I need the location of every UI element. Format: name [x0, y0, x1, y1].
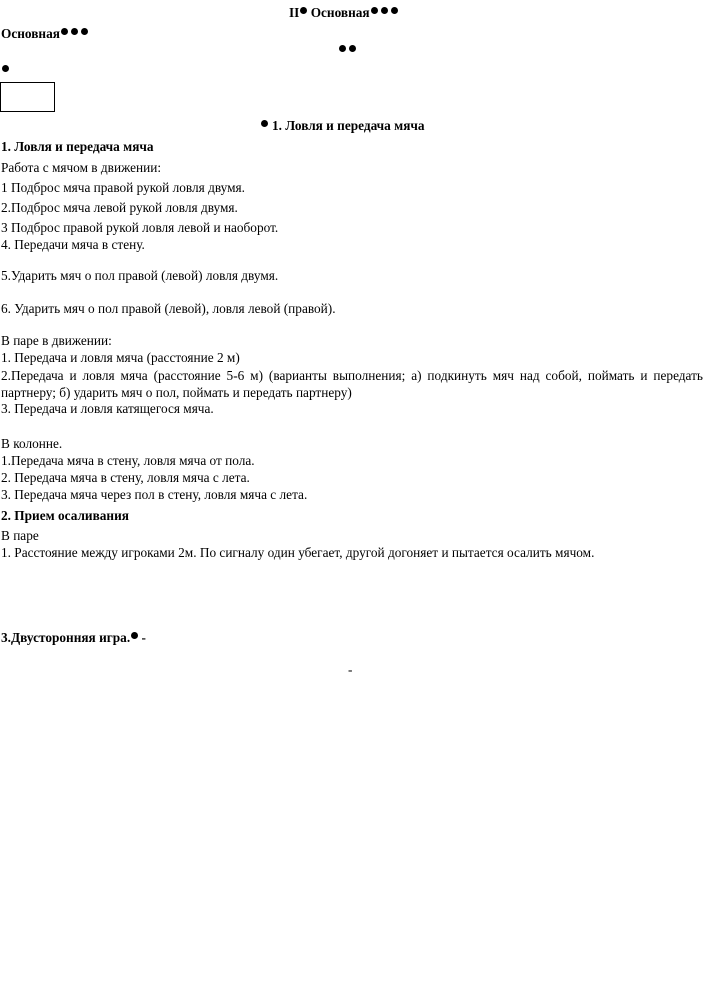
- bullet-icon: [71, 28, 78, 35]
- document-title: [289, 5, 398, 21]
- bullet-icon: [339, 45, 346, 52]
- section2-heading: 2. Прием осаливания: [1, 508, 129, 523]
- section3-heading-text: 3.Двусторонняя игра.: [1, 630, 131, 645]
- section2-intro: В паре: [1, 528, 39, 543]
- section-label: [1, 26, 88, 42]
- list-item: 4. Передачи мяча в стену.: [1, 237, 145, 252]
- bullet-icon: [261, 120, 268, 127]
- section1-intro: Работа с мячом в движении:: [1, 160, 162, 175]
- empty-frame: [0, 82, 55, 112]
- title-text: Основная: [310, 5, 370, 20]
- bullet-icon: [61, 28, 68, 35]
- pair-intro: В паре в движении:: [1, 333, 112, 348]
- section3-dash: -: [141, 630, 146, 645]
- list-item: 1 Подброс мяча правой рукой ловля двумя.: [1, 180, 245, 195]
- bullet-single: [1, 63, 9, 79]
- list-item: 3 Подброс правой рукой ловля левой и наоборот.: [1, 220, 279, 235]
- section3-heading: [1, 630, 146, 646]
- title-prefix: II: [289, 5, 300, 20]
- section-label-text: Основная: [1, 26, 60, 41]
- center-heading: [260, 118, 425, 134]
- list-item: 3. Передача и ловля катящегося мяча.: [1, 401, 214, 416]
- footer-dash: -: [348, 662, 353, 677]
- bullet-icon: [349, 45, 356, 52]
- bullet-icon: [81, 28, 88, 35]
- bullet-icon: [391, 7, 398, 14]
- center-heading-text: 1. Ловля и передача мяча: [272, 118, 425, 133]
- bullet-icon: [371, 7, 378, 14]
- list-item: 2.Передача и ловля мяча (расстояние 5-6 м) (варианты выполнения; а) подкинуть мяч над собой, поймать и передать партнеру; б) ударить мяч о пол, поймать и передать партнеру): [1, 368, 703, 400]
- bullet-icon: [2, 65, 9, 72]
- list-item: 2.Подброс мяча левой рукой ловля двумя.: [1, 200, 238, 215]
- list-item: 1. Передача и ловля мяча (расстояние 2 м): [1, 350, 240, 365]
- list-item: 1.Передача мяча в стену, ловля мяча от пола.: [1, 453, 255, 468]
- list-item: 2. Передача мяча в стену, ловля мяча с лета.: [1, 470, 250, 485]
- list-item: 1. Расстояние между игроками 2м. По сигналу один убегает, другой догоняет и пытается осалить мячом.: [1, 545, 595, 560]
- list-item: 3. Передача мяча через пол в стену, ловля мяча с лета.: [1, 487, 308, 502]
- bullet-pair: [338, 43, 356, 59]
- column-intro: В колонне.: [1, 436, 63, 451]
- bullet-icon: [381, 7, 388, 14]
- section1-heading: 1. Ловля и передача мяча: [1, 139, 154, 154]
- list-item: 6. Ударить мяч о пол правой (левой), ловля левой (правой).: [1, 301, 336, 316]
- bullet-icon: [131, 632, 138, 639]
- list-item: 5.Ударить мяч о пол правой (левой) ловля двумя.: [1, 268, 279, 283]
- bullet-icon: [300, 7, 307, 14]
